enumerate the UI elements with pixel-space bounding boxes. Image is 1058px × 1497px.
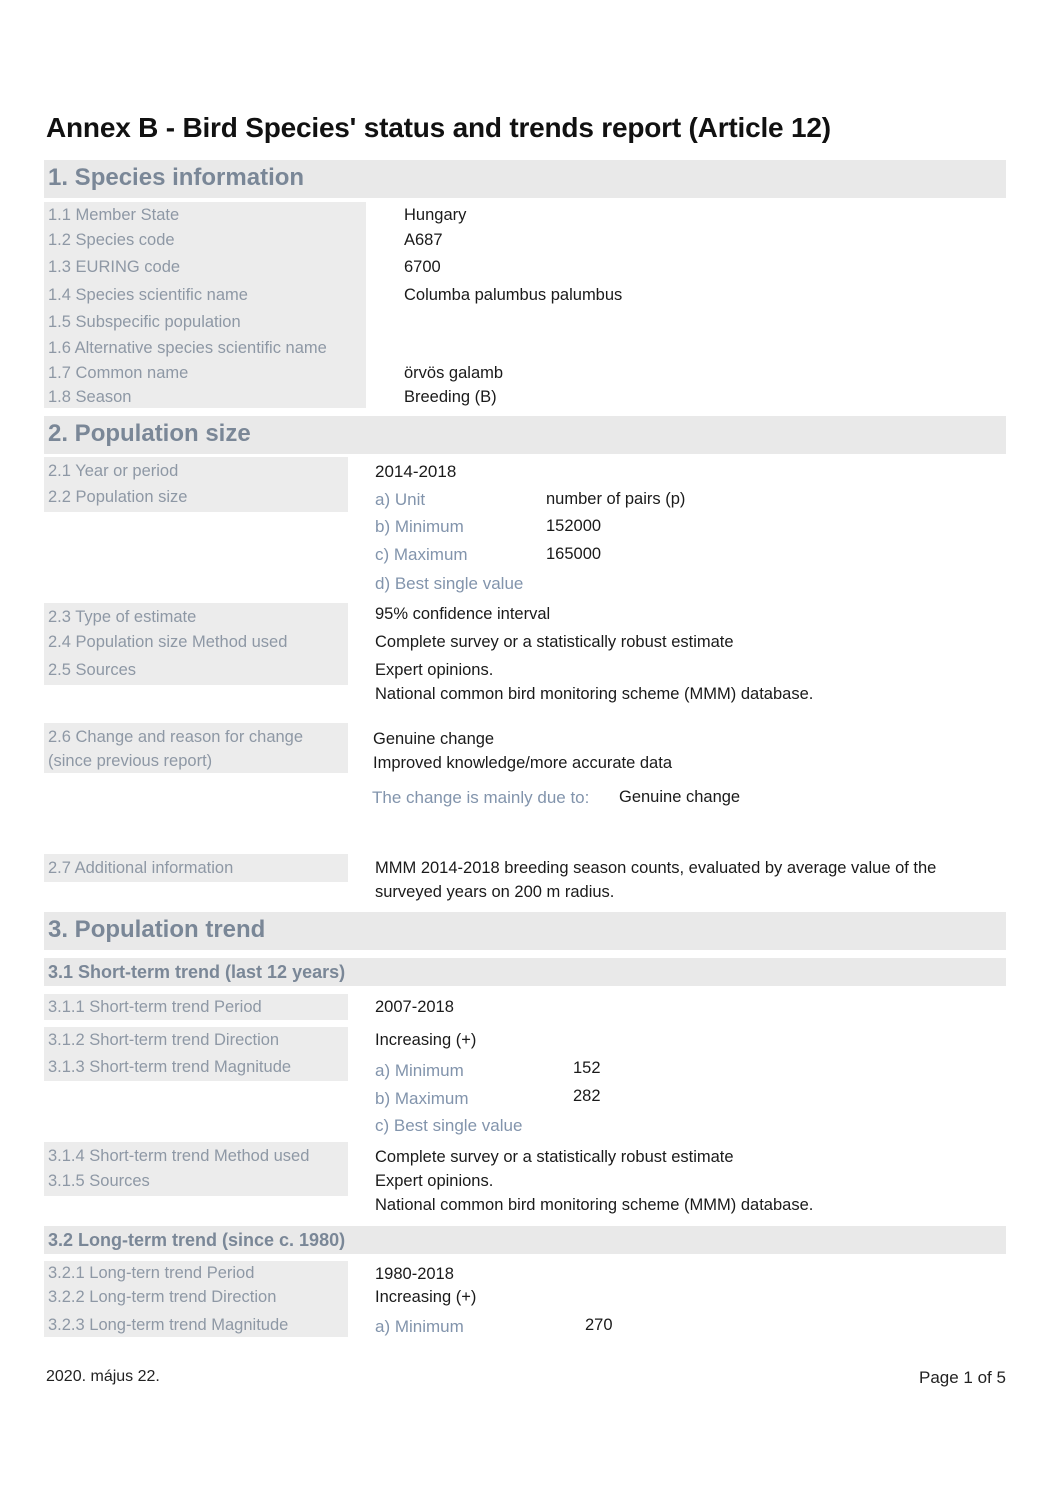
value-unit: number of pairs (p) bbox=[546, 490, 686, 508]
label-long-term-magnitude: 3.2.3 Long-term trend Magnitude bbox=[48, 1316, 289, 1334]
label-st-minimum: a) Minimum bbox=[375, 1061, 464, 1080]
page-title: Annex B - Bird Species' status and trends report (Article 12) bbox=[46, 112, 831, 143]
value-long-term-period: 1980-2018 bbox=[375, 1265, 454, 1283]
subsection-header-long-term bbox=[44, 1226, 1006, 1254]
value-type-of-estimate: 95% confidence interval bbox=[375, 605, 551, 623]
value-lt-minimum: 270 bbox=[585, 1316, 613, 1334]
label-st-maximum: b) Maximum bbox=[375, 1089, 469, 1108]
label-change-reason-sub: (since previous report) bbox=[48, 752, 213, 770]
value-member-state: Hungary bbox=[404, 206, 467, 224]
value-additional-info-1: MMM 2014-2018 breeding season counts, evaluated by average value of the bbox=[375, 859, 937, 877]
section-header-population-size bbox=[44, 416, 1006, 454]
label-alternative-name: 1.6 Alternative species scientific name bbox=[48, 339, 327, 357]
label-type-of-estimate: 2.3 Type of estimate bbox=[48, 608, 197, 626]
section-header-species-info bbox=[44, 160, 1006, 198]
label-change-reason: 2.6 Change and reason for change bbox=[48, 728, 304, 746]
label-long-term-direction: 3.2.2 Long-term trend Direction bbox=[48, 1288, 277, 1306]
label-scientific-name: 1.4 Species scientific name bbox=[48, 286, 248, 304]
label-subspecific-population: 1.5 Subspecific population bbox=[48, 313, 241, 331]
label-species-code: 1.2 Species code bbox=[48, 231, 175, 249]
label-short-term-magnitude: 3.1.3 Short-term trend Magnitude bbox=[48, 1058, 292, 1076]
subsection-title: 3.1 Short-term trend (last 12 years) bbox=[48, 962, 346, 982]
value-st-maximum: 282 bbox=[573, 1087, 601, 1105]
value-long-term-direction: Increasing (+) bbox=[375, 1288, 477, 1306]
label-year-period: 2.1 Year or period bbox=[48, 462, 179, 480]
value-short-term-period: 2007-2018 bbox=[375, 998, 454, 1016]
value-change: Genuine change bbox=[373, 730, 495, 748]
footer-page-number: Page 1 of 5 bbox=[919, 1368, 1006, 1387]
label-best-single-value: d) Best single value bbox=[375, 574, 524, 593]
value-minimum: 152000 bbox=[546, 517, 602, 535]
label-population-size: 2.2 Population size bbox=[48, 488, 188, 506]
section-title: 2. Population size bbox=[48, 420, 251, 447]
label-short-term-direction: 3.1.2 Short-term trend Direction bbox=[48, 1031, 280, 1049]
label-st-best-single-value: c) Best single value bbox=[375, 1116, 523, 1135]
value-st-minimum: 152 bbox=[573, 1059, 601, 1077]
label-short-term-sources: 3.1.5 Sources bbox=[48, 1172, 150, 1190]
value-euring-code: 6700 bbox=[404, 258, 441, 276]
footer-date: 2020. május 22. bbox=[46, 1368, 160, 1385]
label-season: 1.8 Season bbox=[48, 388, 132, 406]
label-sources: 2.5 Sources bbox=[48, 661, 137, 679]
label-lt-minimum: a) Minimum bbox=[375, 1317, 464, 1336]
value-short-term-sources-2: National common bird monitoring scheme (MMM) database. bbox=[375, 1196, 814, 1214]
label-short-term-method: 3.1.4 Short-term trend Method used bbox=[48, 1147, 310, 1165]
label-short-term-period: 3.1.1 Short-term trend Period bbox=[48, 998, 262, 1016]
value-sources-1: Expert opinions. bbox=[375, 661, 494, 679]
label-minimum: b) Minimum bbox=[375, 517, 464, 536]
label-common-name: 1.7 Common name bbox=[48, 364, 189, 382]
value-year-period: 2014-2018 bbox=[375, 462, 457, 481]
label-long-term-period: 3.2.1 Long-tern trend Period bbox=[48, 1264, 255, 1282]
value-short-term-direction: Increasing (+) bbox=[375, 1031, 477, 1049]
value-short-term-method: Complete survey or a statistically robust estimate bbox=[375, 1148, 734, 1166]
value-additional-info-2: surveyed years on 200 m radius. bbox=[375, 883, 615, 901]
value-season: Breeding (B) bbox=[404, 388, 497, 406]
section-title: 3. Population trend bbox=[48, 916, 266, 943]
value-common-name: örvös galamb bbox=[404, 364, 504, 382]
value-short-term-sources-1: Expert opinions. bbox=[375, 1172, 494, 1190]
subsection-title: 3.2 Long-term trend (since c. 1980) bbox=[48, 1230, 346, 1250]
label-euring-code: 1.3 EURING code bbox=[48, 258, 181, 276]
label-additional-info: 2.7 Additional information bbox=[48, 859, 234, 877]
label-member-state: 1.1 Member State bbox=[48, 206, 180, 224]
value-change-reason: Improved knowledge/more accurate data bbox=[373, 754, 672, 772]
label-change-due: The change is mainly due to: bbox=[372, 788, 590, 807]
subsection-header-short-term bbox=[44, 958, 1006, 986]
label-maximum: c) Maximum bbox=[375, 545, 468, 564]
section-header-population-trend bbox=[44, 912, 1006, 950]
label-unit: a) Unit bbox=[375, 490, 426, 509]
value-species-code: A687 bbox=[404, 231, 443, 249]
value-method-used: Complete survey or a statistically robust estimate bbox=[375, 633, 734, 651]
section-title: 1. Species information bbox=[48, 164, 305, 191]
value-sources-2: National common bird monitoring scheme (MMM) database. bbox=[375, 685, 814, 703]
value-scientific-name: Columba palumbus palumbus bbox=[404, 286, 623, 304]
value-maximum: 165000 bbox=[546, 545, 602, 563]
value-change-due: Genuine change bbox=[619, 788, 741, 806]
label-method-used: 2.4 Population size Method used bbox=[48, 633, 288, 651]
